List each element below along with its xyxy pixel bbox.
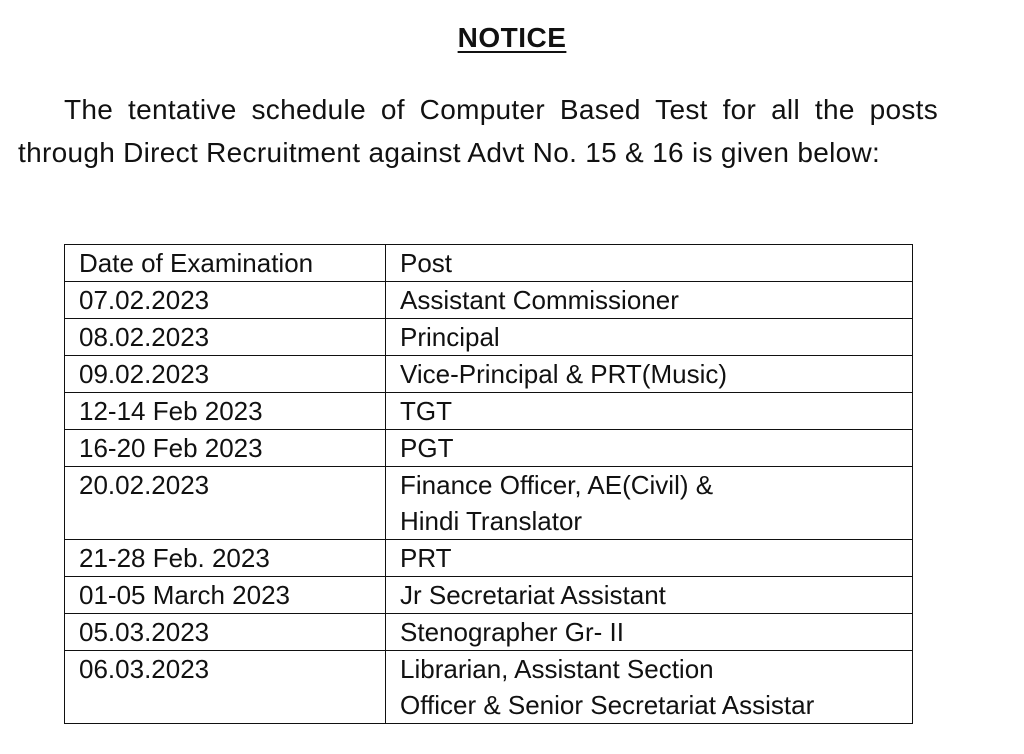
exam-schedule-table bbox=[64, 244, 913, 724]
exam-date-cell: 08.02.2023 bbox=[65, 319, 386, 356]
post-line: Vice-Principal & PRT(Music) bbox=[400, 359, 728, 389]
table-row bbox=[65, 577, 913, 614]
header-post: Post bbox=[386, 245, 913, 282]
table-row bbox=[65, 540, 913, 577]
post-cell bbox=[386, 577, 913, 614]
post-cell bbox=[386, 651, 913, 724]
table-row bbox=[65, 356, 913, 393]
table-row bbox=[65, 614, 913, 651]
exam-date-cell: 09.02.2023 bbox=[65, 356, 386, 393]
post-cell bbox=[386, 614, 913, 651]
exam-date-cell: 21-28 Feb. 2023 bbox=[65, 540, 386, 577]
post-line: Stenographer Gr- II bbox=[400, 617, 624, 647]
post-line: Principal bbox=[400, 322, 500, 352]
post-line: Hindi Translator bbox=[400, 506, 583, 536]
table-row bbox=[65, 467, 913, 540]
header-date-of-examination: Date of Examination bbox=[65, 245, 386, 282]
post-cell bbox=[386, 282, 913, 319]
post-cell bbox=[386, 540, 913, 577]
post-cell bbox=[386, 319, 913, 356]
post-cell bbox=[386, 467, 913, 540]
exam-date-cell: 01-05 March 2023 bbox=[65, 577, 386, 614]
table-row bbox=[65, 319, 913, 356]
table-header-row bbox=[65, 245, 913, 282]
table-row bbox=[65, 430, 913, 467]
table-row bbox=[65, 651, 913, 724]
post-line: Librarian, Assistant Section bbox=[400, 654, 714, 684]
table-row bbox=[65, 393, 913, 430]
post-line: Officer & Senior Secretariat Assistar bbox=[400, 690, 815, 720]
exam-date-cell: 12-14 Feb 2023 bbox=[65, 393, 386, 430]
exam-date-cell: 05.03.2023 bbox=[65, 614, 386, 651]
notice-title: NOTICE bbox=[457, 22, 567, 53]
post-line: Jr Secretariat Assistant bbox=[400, 580, 666, 610]
post-cell bbox=[386, 430, 913, 467]
table-row bbox=[65, 282, 913, 319]
exam-date-cell: 06.03.2023 bbox=[65, 651, 386, 724]
post-cell bbox=[386, 356, 913, 393]
post-line: PGT bbox=[400, 433, 454, 463]
exam-date-cell: 07.02.2023 bbox=[65, 282, 386, 319]
post-cell bbox=[386, 393, 913, 430]
post-line: Assistant Commissioner bbox=[400, 285, 679, 315]
post-line: PRT bbox=[400, 543, 452, 573]
intro-paragraph: The tentative schedule of Computer Based Test for all the posts through Direct Recruitment against Advt No. 15 & 16 is given below: bbox=[18, 94, 938, 168]
exam-date-cell: 16-20 Feb 2023 bbox=[65, 430, 386, 467]
post-line: Finance Officer, AE(Civil) & bbox=[400, 470, 714, 500]
post-line: TGT bbox=[400, 396, 452, 426]
exam-date-cell: 20.02.2023 bbox=[65, 467, 386, 540]
